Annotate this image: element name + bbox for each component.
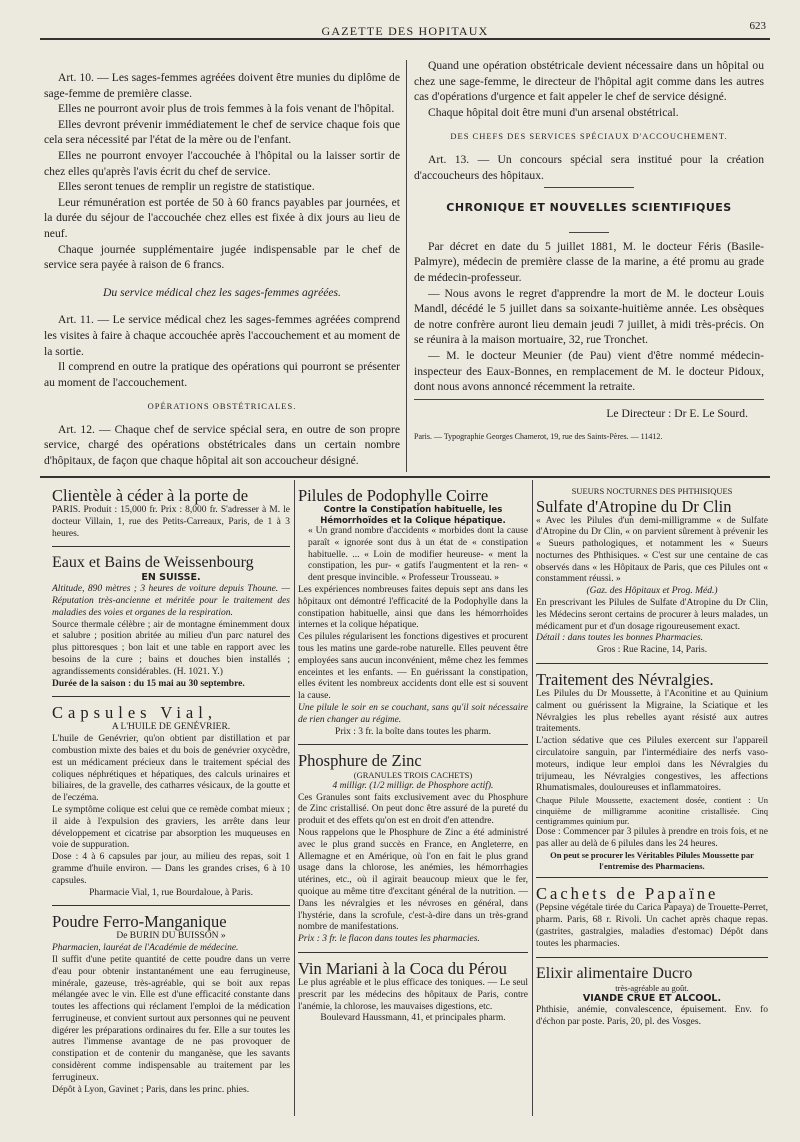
ad-burin: [52, 912, 290, 1096]
article-10-para-3: Elles ne pourront envoyer l'accouchée à l'hôpital ou la laisser sortir de chez elles qu'après l'avis écrit du chef de service.: [44, 148, 400, 178]
ad-burin-depot: Dépôt à Lyon, Gavinet ; Paris, dans les princ. phies.: [52, 1084, 250, 1095]
ad-weissenbourg-season: Durée de la saison : du 15 mai au 30 septembre.: [52, 678, 245, 689]
ad-vial-body: L'huile de Genévrier, qu'on obtient par distillation et par combustion mixte des baies et du bois de genévrier oxycèdre, est un médicament précieux dans le traitement spécial des coliques néphrétiques et hépatiques, des calculs urinaires et biliaires, de la gravelle, des catharres vésicaux, de la goutte et de l'eczéma.: [52, 734, 290, 804]
ad-papaine-body: (Pepsine végétale tirée du Carica Papaya) de Trouette-Perret, pharm. Paris, 68 r. Rivoli. Un cachet après chaque repas. (gastrites, gastralgies, maladies d'estomac) Dépôt dans toutes les pharmacies.: [536, 903, 768, 949]
section-heading-medical: Du service médical chez les sages-femmes agréées.: [103, 285, 341, 299]
ad-coirre-usage: Une pilule le soir en se couchant, sans qu'il soit nécessaire de rien changer au régime.: [298, 702, 528, 725]
right-para-2: Chaque hôpital doit être muni d'un arsenal obstétrical.: [428, 105, 679, 119]
ad-vial-address: Pharmacie Vial, 1, rue Bourdaloue, à Paris.: [89, 887, 253, 898]
ad-moussette-body: Les Pilules du Dr Moussette, à l'Aconitine et au Quinium calment ou guérissent la Migraine, la Sciatique et les Névralgies les plus rebelles ayant résisté aux autres traitements.: [536, 689, 768, 735]
ads-divider-2: [532, 480, 533, 1116]
ad-separator: [536, 877, 768, 878]
left-column: [44, 70, 400, 469]
article-10-para-6: Chaque journée supplémentaire jugée indispensable par le chef de service sera payée à raison de 6 francs.: [44, 242, 400, 272]
ad-separator: [52, 696, 290, 697]
page-number: 623: [749, 20, 766, 32]
ad-coirre-body: Les expériences nombreuses faites depuis sept ans dans les hôpitaux ont démontré l'efficacité de la Podophylle dans la constipation habituelle, ainsi que dans les hémorrhoïdes internes et la colique hépatique.: [298, 584, 528, 631]
ad-coirre-quote: « Un grand nombre d'accidents « morbides dont la cause paraît « ignorée sont dus à un état de « constipation habituelle. ... « Loin de modifier heureuse- « ment la constipation, les pur- « gatifs l'augmentent et la ren- « dent presque invincible. « Professeur Trousseau. »: [308, 526, 528, 584]
ad-ducro-body: Phthisie, anémie, convalescence, épuisement. Env. fo d'échon par poste. Paris, 20, pl. des Vosges.: [536, 1004, 768, 1027]
ads-column-2: [298, 486, 528, 1025]
ad-separator: [298, 952, 528, 953]
ad-zinc-tag: (GRANULES TROIS CACHETS): [353, 770, 473, 781]
ad-coirre-sub: Contre la Constipation habituelle, les Hémorrhoïdes et la Colique hépatique.: [320, 505, 506, 526]
column-divider: [406, 60, 407, 472]
ad-coirre: [298, 486, 528, 738]
ads-column-1: [52, 486, 290, 1096]
ad-clin-quote: « Avec les Pilules d'un demi-milligramme « de Sulfate d'Atropine du Dr Clin, « on parvient sûrement à prévenir les « Sueurs pathologiques, et notamment les « Sueurs nocturnes des Phthisiques. « C'est sur une centaine de cas observés dans « les Hôpitaux de Paris, que ces Pilules ont « constamment réussi. »: [536, 515, 768, 585]
ad-weissenbourg-sub: EN SUISSE.: [141, 572, 201, 584]
article-10-para-2: Elles devront prévenir immédiatement le chef de service chaque fois que cela sera nécessité par l'état de la mère ou de l'enfant.: [44, 117, 400, 147]
ad-separator: [52, 546, 290, 547]
ad-moussette-composition: Chaque Pilule Moussette, exactement dosée, contient : Un cinquième de milligramme aconitine cristallisée. Cinq centigrammes quinium pur.: [536, 795, 768, 827]
ad-clin-body: En prescrivant les Pilules de Sulfate d'Atropine du Dr Clin, les Médecins seront certains de procurer à leurs malades, un médicament pur et d'un dosage rigoureusement exact.: [536, 598, 768, 632]
ad-moussette-dose: Dose : Commencer par 3 pilules à prendre en trois fois, et ne pas aller au delà de 6 pilules dans les 24 heures.: [536, 826, 768, 849]
ad-coirre-body2: Ces pilules régularisent les fonctions digestives et procurent tous les matins une garde-robe naturelle. Elles peuvent être employées sans aucun inconvénient, même chez les femmes enceintes et les enfants. — En guérissant la constipation, elles évitent les nombreux accidents dont elle est si souvent la cause.: [298, 632, 528, 702]
ad-moussette-title: Traitement des Névralgies.: [536, 670, 714, 690]
ad-clin-source: (Gaz. des Hôpitaux et Prog. Méd.): [586, 586, 718, 597]
ad-vial-sub: A L'HUILE DE GENÉVRIER.: [111, 722, 231, 733]
ad-zinc-title: Phosphure de Zinc: [298, 751, 422, 771]
ads-divider-1: [294, 480, 295, 1116]
ad-burin-title: Poudre Ferro-Manganique: [52, 912, 227, 932]
printer-imprint: Paris. — Typographie Georges Chamerot, 19, rue des Saints-Pères. — 11412.: [414, 432, 663, 442]
chronique-heading: CHRONIQUE ET NOUVELLES SCIENTIFIQUES: [446, 201, 732, 215]
article-13: Art. 13. — Un concours spécial sera institué pour la création d'accoucheurs des hôpitaux.: [414, 152, 764, 182]
ad-weissenbourg-body: Altitude, 890 mètres ; 3 heures de voiture depuis Thoune. — Réputation très-ancienne et méritée pour le traitement des maladies des voies et organes de la respiration.: [52, 584, 290, 618]
ad-coirre-title: Pilules de Podophylle Coirre: [298, 486, 489, 505]
ad-clin-gros: Gros : Rue Racine, 14, Paris.: [596, 645, 708, 656]
ad-clientele: [52, 486, 290, 540]
ad-vial-body2: Le symptôme colique est celui que ce remède combat mieux ; il aide à l'expulsion des graviers, les arrête dans leur développement et cicatrise par absorption les muqueuses en voie de suppuration.: [52, 804, 290, 851]
ad-papaine-title: Cachets de Papaïne: [536, 884, 719, 904]
ad-vial: [52, 703, 290, 899]
ad-clientele-body: PARIS. Produit : 15,000 fr. Prix : 8,000 fr. S'adresser à M. le docteur Villain, 1, rue des Petits-Carreaux, Paris, de 1 à 3 heures.: [52, 505, 290, 539]
ad-vial-title: Capsules Vial,: [52, 703, 217, 723]
ad-separator: [52, 905, 290, 906]
ad-mariani-title: Vin Mariani à la Coca du Pérou: [298, 959, 507, 978]
ad-burin-body: Il suffit d'une petite quantité de cette poudre dans un verre d'eau pour obtenir instantanément une eau ferrugineuse, minérale, gazeuse, très-agréable, qui se boit aux repas mélangée avec le vin. Elle est d'une efficacité constante dans toutes les affections qui réclament l'emploi de la médication ferrugineuse, et convient surtout aux personnes qui ne peuvent digérer les préparations ordinaires du fer. Elle a sur toutes les autres l'immense avantage de ne pas provoquer de constipation et de contenir du manganèse, que les savants considèrent comme indispensable au traitement par les ferrugineux.: [52, 954, 290, 1083]
ads-column-3: [536, 486, 768, 1028]
ads-top-rule: [40, 476, 770, 478]
right-para-1: Quand une opération obstétricale devient nécessaire dans un hôpital ou chez une sage-femme, le directeur de l'hôpital agit comme dans les autres cas d'opérations d'urgence et fait appeler le chef de service désigné.: [414, 59, 764, 104]
ad-zinc-price: Prix : 3 fr. le flacon dans toutes les pharmacies.: [298, 934, 480, 945]
ad-vial-dose: Dose : 4 à 6 capsules par jour, au milieu des repas, soit 1 gramme d'huile environ. — Dans les grandes crises, 6 à 10 capsules.: [52, 852, 290, 886]
ad-weissenbourg-body2: Source thermale célèbre ; air de montagne éminemment doux et salubre ; position abritée au milieu d'un parc naturel des plus pittoresques ; bon lait et une table en rapport avec les besoins de la cure ; bains et douches bien installés ; agrandissements considérables. (H. 1021. Y.): [52, 619, 290, 677]
ad-coirre-price: Prix : 3 fr. la boîte dans toutes les pharm.: [335, 726, 491, 737]
section-heading-chefs: DES CHEFS DES SERVICES SPÉCIAUX D'ACCOUCHEMENT.: [450, 131, 728, 142]
ad-weissenbourg-title: Eaux et Bains de Weissenbourg: [52, 554, 254, 572]
ad-mariani-body: Le plus agréable et le plus efficace des toniques. — Le seul prescrit par les médecins des hôpitaux de Paris, contre l'anémie, la chlorose, les mauvaises digestions, etc.: [298, 978, 528, 1012]
article-11-para: Il comprend en outre la pratique des opérations qui pourront se présenter au moment de l'accouchement.: [44, 360, 400, 389]
news-item-1: Par décret en date du 5 juillet 1881, M. le docteur Féris (Basile-Palmyre), médecin de première classe de la marine, a été promu au grade de médecin-professeur.: [414, 239, 764, 284]
ad-burin-credential: Pharmacien, lauréat de l'Académie de médecine.: [52, 943, 239, 954]
chronique-rule: [569, 232, 609, 233]
ad-moussette-body2: L'action sédative que ces Pilules exercent sur l'appareil circulatoire sanguin, par l'intermédiaire des nerfs vaso-moteurs, indique leur emploi dans les Névralgies du trijumeau, les Névralgies congestives, les affections Rhumatismales, douloureuses et inflammatoires.: [536, 736, 768, 794]
ad-separator: [298, 744, 528, 745]
ad-ducro-title: Elixir alimentaire Ducro: [536, 964, 693, 982]
ornamental-rule: [544, 187, 634, 188]
news-item-3: — M. le docteur Meunier (de Pau) vient d'être nommé médecin-inspecteur des Eaux-Bonnes, en remplacement de M. le docteur Pidoux, dont nous avons annoncé récemment la retraite.: [414, 348, 764, 394]
ad-separator: [536, 663, 768, 664]
ad-mariani: [298, 959, 528, 1025]
ad-zinc: [298, 751, 528, 946]
signature-rule: [414, 399, 764, 400]
ad-clin: [536, 486, 768, 657]
article-10-para-4: Elles seront tenues de remplir un registre de statistique.: [58, 180, 315, 194]
ad-clin-kicker: SUEURS NOCTURNES DES PHTHISIQUES: [571, 486, 733, 496]
ad-burin-sub: De BURIN DU BUISSON »: [116, 931, 226, 942]
ad-ducro-tag: très-agréable au goût.: [615, 982, 689, 993]
ad-zinc-body: Ces Granules sont faits exclusivement avec du Phosphure de Zinc cristallisé. On peut donc être assuré de la pureté du produit et des effets qu'on est en droit d'en attendre.: [298, 792, 528, 827]
article-10-para-5: Leur rémunération est portée de 50 à 60 francs payables par journées, et la durée du séjour de l'accouchée chez elles est fixée à dix jours au lieu de neuf.: [44, 195, 400, 240]
article-10-para-1: Elles ne pourront avoir plus de trois femmes à la fois venant de l'hôpital.: [58, 102, 395, 116]
ad-zinc-body2: Nous rappelons que le Phosphure de Zinc a été administré avec le plus grand succès en France, en Angleterre, en Allemagne et en Amérique, où l'on en fait le plus grand usage dans la chlorose, les anémies, les hémorrhagies utérines, etc., où il agirait beaucoup mieux que le fer, quoique au même titre d'excitant général de la nutrition. — Dans les névralgies et les névroses en général, dans l'hystérie, dans la scrofule, c'est-à-dire dans un très-grand nombre de manifestations.: [298, 828, 528, 933]
ad-clientele-title: Clientèle à céder à la porte de: [52, 486, 249, 505]
ad-clin-detail: Détail : dans toutes les bonnes Pharmacies.: [536, 633, 704, 644]
ad-moussette-note: On peut se procurer les Véritables Pilules Moussette par l'entremise des Pharmaciens.: [550, 850, 754, 871]
page-header: [40, 20, 770, 40]
ad-ducro-sub: VIANDE CRUE ET ALCOOL.: [582, 993, 722, 1005]
section-heading-operations: OPÉRATIONS OBSTÉTRICALES.: [147, 401, 297, 412]
news-item-2: — Nous avons le regret d'apprendre la mort de M. le docteur Louis Mandl, décédé le 5 juillet dans sa soixante-huitième année. Les obsèques de notre confrère auront lieu demain jeudi 7 juillet, à midi très-précis. On se réunira à la maison mortuaire, 32, rue Tronchet.: [414, 286, 764, 347]
ad-mariani-address: Boulevard Haussmann, 41, et principales pharm.: [320, 1013, 506, 1024]
director-signature: Le Directeur : Dr E. Le Sourd.: [606, 406, 748, 420]
right-column: [414, 58, 764, 445]
ad-ducro: [536, 964, 768, 1029]
article-11: Art. 11. — Le service médical chez les sages-femmes agréées comprend les visites à faire à chaque accouchée après l'accouchement et au moment de la sortie.: [44, 313, 400, 358]
ad-papaine: [536, 884, 768, 950]
article-10: Art. 10. — Les sages-femmes agréées doivent être munies du diplôme de sage-femme de première classe.: [44, 71, 400, 100]
ad-zinc-dose: 4 milligr. (1/2 milligr. de Phosphore actif).: [332, 780, 494, 791]
ad-clin-title: Sulfate d'Atropine du Dr Clin: [536, 496, 732, 516]
article-12: Art. 12. — Chaque chef de service spécial sera, en outre de son propre service, chargé des opérations obstétricales dans un certain nombre d'hôpitaux, de façon que chaque hôpital ait son accoucheur désigné.: [44, 422, 400, 468]
ad-moussette: [536, 670, 768, 871]
ad-weissenbourg: [52, 553, 290, 690]
ad-separator: [536, 957, 768, 958]
journal-title: GAZETTE DES HOPITAUX: [321, 24, 489, 38]
